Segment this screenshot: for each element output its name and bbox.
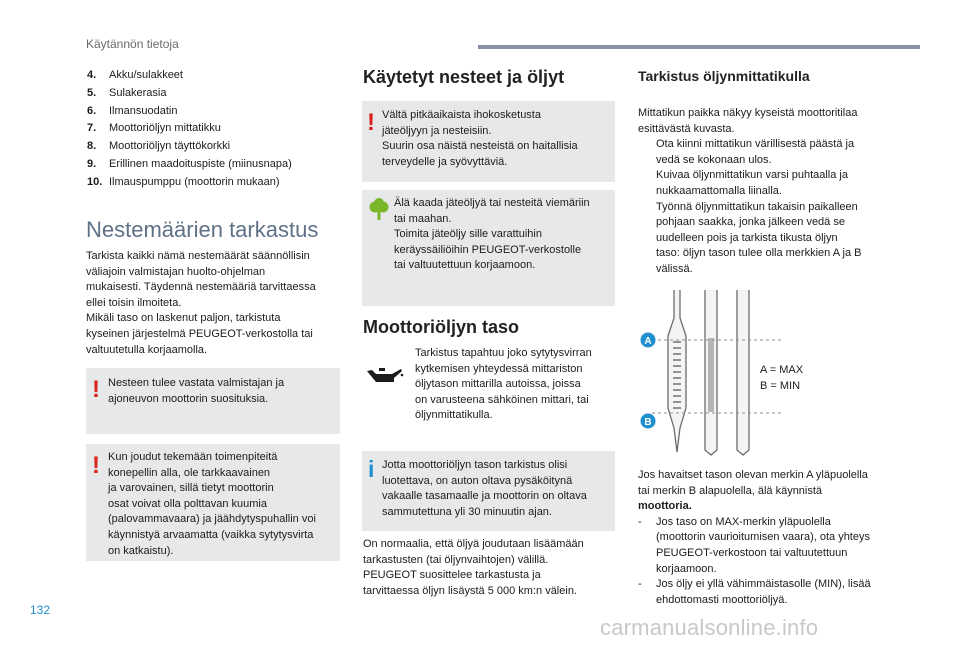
- list-item: 4. Akku/sulakkeet: [87, 69, 183, 81]
- numbered-list: [87, 67, 347, 192]
- list-item: - Jos öljy ei yllä vähimmäistasolle (MIN), lisää ehdottomasti moottoriöljyä.: [638, 578, 871, 606]
- marker-a-badge: [641, 333, 656, 348]
- dipstick-result: Jos havaitset tason olevan merkin A yläpuolella tai merkin B alapuolella, älä käynnistä moottoria. - Jos taso on MAX-merkin yläpuolella (moottorin vaurioitumisen vaara), ota yhteys PEUGEOT-verkostoon tai valtuutettuun korjaamoon. - Jos öljy ei yllä vähimmäistasolle (MIN), lisää ehdottomasti moottoriöljyä.: [638, 468, 898, 608]
- running-header: Käytännön tietoja: [86, 37, 179, 51]
- marker-b-badge: [641, 414, 656, 429]
- list-item: 9. Erillinen maadoituspiste (miinusnapa): [87, 157, 292, 170]
- oil-level-closing: On normaalia, että öljyä joudutaan lisäämään tarkastusten (tai öljynvaihtojen) välillä. PEUGEOT suosittelee tarkastusta ja tarvittaessa öljyn lisäystä 5 000 km:n välein.: [363, 538, 584, 597]
- watermark: carmanualsonline.info: [600, 615, 819, 640]
- page-number: 132: [30, 603, 51, 617]
- environment-note: Älä kaada jäteöljyä tai nesteitä viemäriin tai maahan. Toimita jäteöljy sille varattuihin keräyssäiliöihin PEUGEOT-verkostolle tai valtuutettuun korjaamoon.: [362, 190, 615, 306]
- dipstick-legend: [760, 363, 803, 394]
- oil-level-intro: Tarkistus tapahtuu joko sytytysvirran kytkemisen yhteydessä mittariston öljytason mittarilla autoissa, joissa on varusteena sähköinen mittari, tai öljynmittatikulla.: [415, 347, 592, 422]
- oil-can-icon: [364, 362, 404, 386]
- info-icon: i: [368, 456, 375, 482]
- fluid-levels-paragraph: Tarkista kaikki nämä nestemäärät säännöllisin väliajoin valmistajan huolto-ohjelman mukaisesti. Täydennä nestemääriä tarvittaessa ellei toisin ilmoiteta. Mikäli taso on laskenut paljon, tarkistuta kyseinen järjestelmä PEUGEOT-verkostolla tai valtuutetulla korjaamolla.: [86, 250, 316, 356]
- dipstick-heading: Tarkistus öljynmittatikulla: [638, 68, 810, 84]
- marker-a-letter: A: [644, 336, 652, 347]
- warning-icon: !: [92, 376, 100, 403]
- marker-b-letter: B: [644, 417, 652, 428]
- list-item: - Jos taso on MAX-merkin yläpuolella (moottorin vaurioitumisen vaara), ota yhteys PEUGEOT-verkostoon tai valtuutettuun korjaamoon.: [638, 515, 870, 575]
- list-item: Työnnä öljynmittatikun takaisin paikalleen pohjaan saakka, jonka jälkeen vedä se uudelleen pois ja tarkista tikusta öljyn taso: öljyn tason tulee olla merkkien A ja B välissä.: [656, 200, 862, 275]
- warning-note-engine: ! Kun joudut tekemään toimenpiteitä konepellin alla, ole tarkkaavainen ja varovainen, sillä tietyt moottorin osat voivat olla polttavan kuumia (palovammavaara) ja jäähdytyspuhallin voi käynnistyä arvaamatta (vaikka sytytysvirta on katkaistu).: [86, 444, 340, 561]
- warning-note-fluids: ! Nesteen tulee vastata valmistajan ja ajoneuvon moottorin suosituksia.: [86, 368, 340, 434]
- fluid-levels-heading: Nestemäärien tarkastus: [86, 217, 319, 242]
- info-note-oil-level: i Jotta moottoriöljyn tason tarkistus olisi luotettava, on auton oltava pysäköitynä vakaalle tasamaalle ja moottorin on oltava sammutettuna yli 30 minuutin ajan.: [362, 451, 615, 531]
- warning-icon: !: [92, 452, 100, 479]
- list-item: 5. Sulakerasia: [87, 86, 167, 99]
- list-item: 7. Moottoriöljyn mittatikku: [87, 122, 221, 135]
- list-item: 6. Ilmansuodatin: [87, 104, 178, 117]
- legend-min: B = MIN: [760, 379, 801, 392]
- warning-note-used-fluids: ! Vältä pitkäaikaista ihokosketusta jäteöljyyn ja nesteisiin. Suurin osa näistä nesteistä on haitallisia terveydelle ja syövyttäviä.: [362, 101, 615, 182]
- list-item: 8. Moottoriöljyn täyttökorkki: [87, 140, 231, 153]
- warning-icon: !: [367, 109, 375, 136]
- tree-icon: [368, 198, 390, 222]
- header-rule: [478, 45, 920, 49]
- list-item: 10. Ilmauspumppu (moottorin mukaan): [87, 175, 280, 188]
- dipstick-instructions: Mittatikun paikka näkyy kyseistä moottoritilaa esittävästä kuvasta. Ota kiinni mittatikun värillisestä päästä ja vedä se kokonaan ulos. Kuivaa öljynmittatikun varsi puhtaalla ja nukkaamattomalla liinalla. Työnnä öljynmittatikun takaisin paikalleen pohjaan saakka, jonka jälkeen vedä se uudelleen pois ja tarkista tikusta öljyn taso: öljyn tason tulee olla merkkien A ja B välissä.: [638, 106, 898, 278]
- legend-max: A = MAX: [760, 364, 804, 376]
- list-item: Kuivaa öljynmittatikun varsi puhtaalla ja nukkaamattomalla liinalla.: [656, 169, 848, 197]
- list-item: Ota kiinni mittatikun värillisestä päästä ja vedä se kokonaan ulos.: [656, 138, 855, 166]
- used-fluids-heading: Käytetyt nesteet ja öljyt: [363, 67, 565, 87]
- oil-level-heading: Moottoriöljyn taso: [363, 317, 519, 337]
